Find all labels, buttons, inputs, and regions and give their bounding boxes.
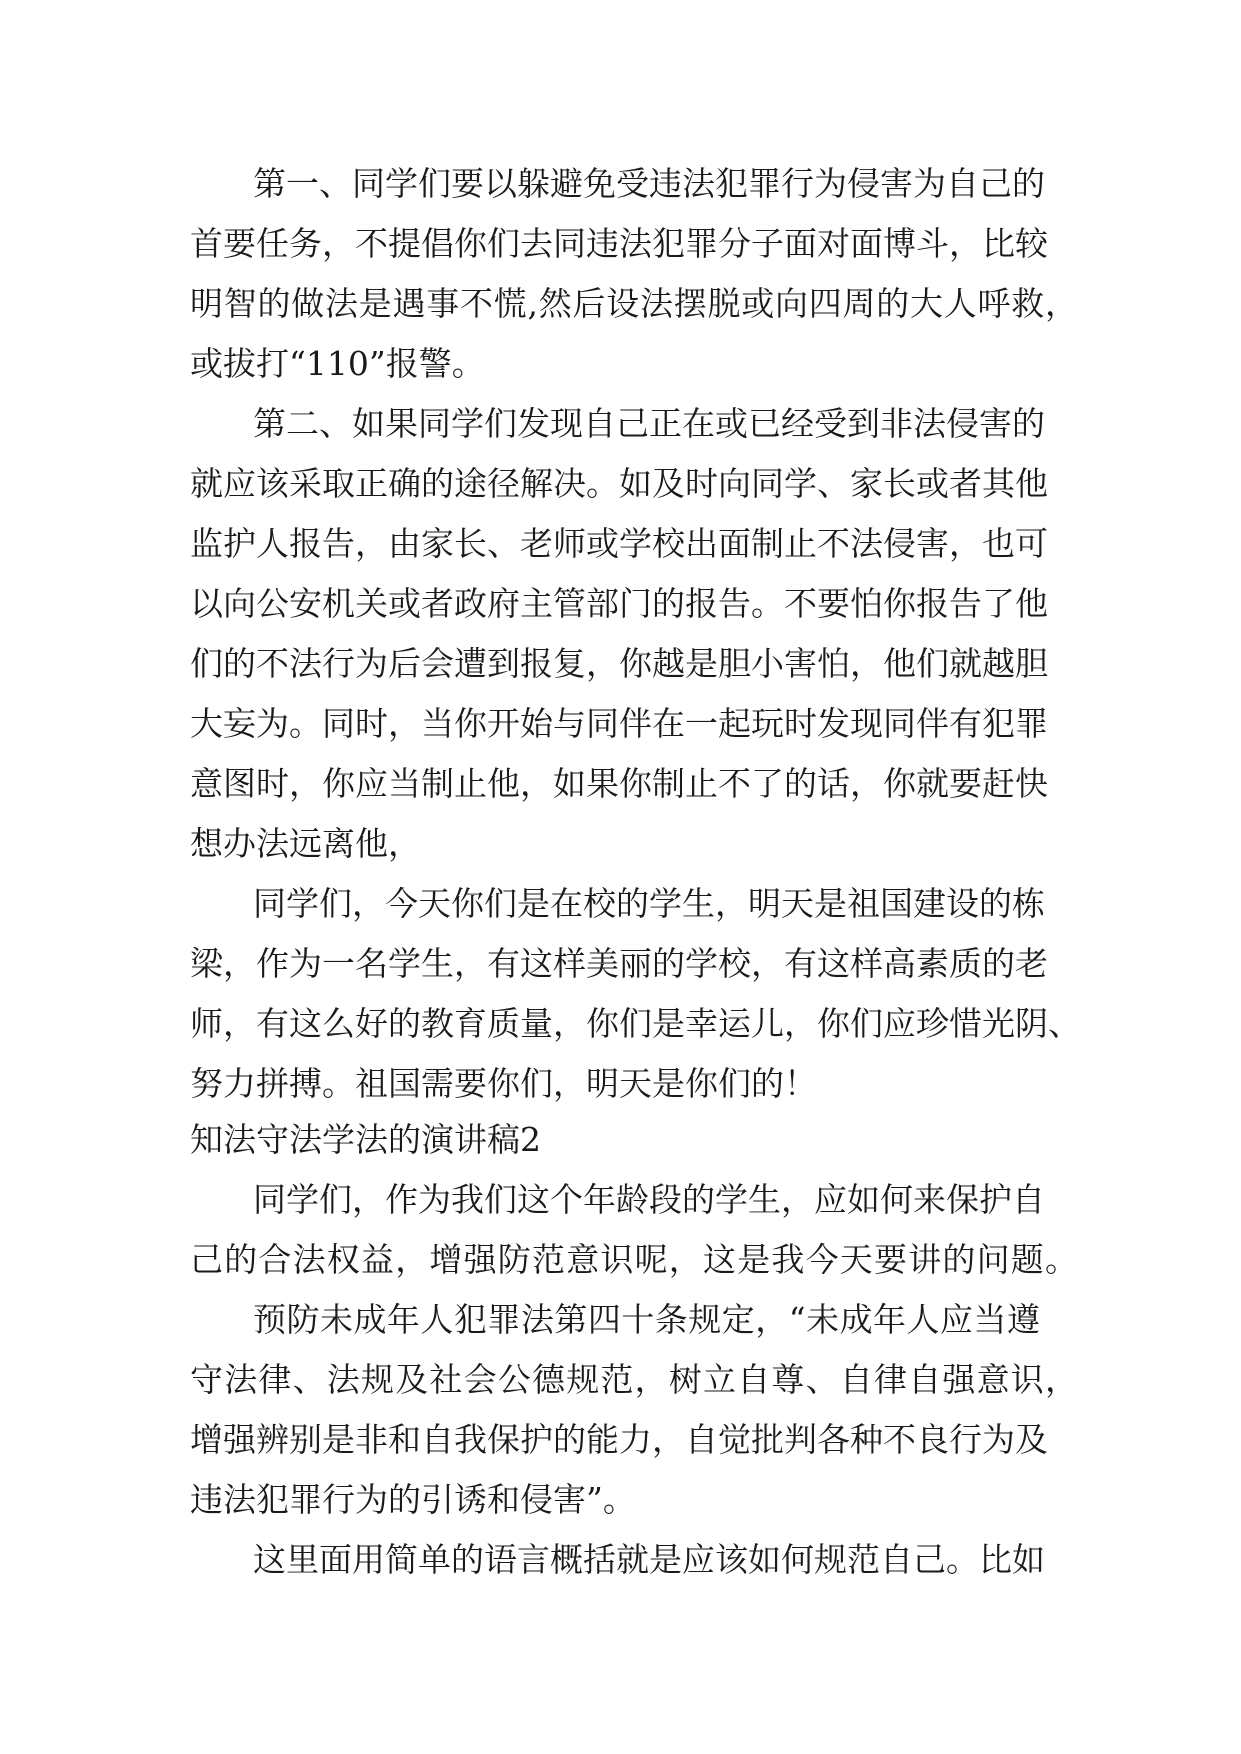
text-line: 同学们，作为我们这个年龄段的学生，应如何来保护自: [253, 1180, 1045, 1219]
text-line: 师，有这么好的教育质量，你们是幸运儿，你们应珍惜光阴、: [190, 1004, 1081, 1043]
text-line: 同学们，今天你们是在校的学生，明天是祖国建设的栋: [253, 884, 1045, 923]
text-line: 守法律、法规及社会公德规范，树立自尊、自律自强意识，: [190, 1360, 1078, 1399]
text-line: 梁，作为一名学生，有这样美丽的学校，有这样高素质的老: [190, 944, 1048, 983]
text-line: 第二、如果同学们发现自己正在或已经受到非法侵害的: [253, 404, 1045, 443]
text-line: 预防未成年人犯罪法第四十条规定，“未成年人应当遵: [253, 1300, 1040, 1339]
text-line: 努力拼搏。祖国需要你们，明天是你们的！: [190, 1064, 817, 1103]
section-heading: 知法守法学法的演讲稿2: [190, 1120, 541, 1159]
text-line: 大妄为。同时，当你开始与同伴在一起玩时发现同伴有犯罪: [190, 704, 1048, 743]
text-line: 就应该采取正确的途径解决。如及时向同学、家长或者其他: [190, 464, 1048, 503]
text-line: 或拔打“110”报警。: [190, 344, 485, 383]
text-line: 己的合法权益，增强防范意识呢，这是我今天要讲的问题。: [190, 1240, 1078, 1279]
text-line: 意图时，你应当制止他，如果你制止不了的话，你就要赶快: [190, 764, 1048, 803]
text-line: 监护人报告，由家长、老师或学校出面制止不法侵害，也可: [190, 524, 1048, 563]
text-line: 增强辨别是非和自我保护的能力，自觉批判各种不良行为及: [190, 1420, 1048, 1459]
text-line: 这里面用简单的语言概括就是应该如何规范自己。比如: [253, 1540, 1045, 1579]
text-line: 明智的做法是遇事不慌,然后设法摆脱或向四周的大人呼救，: [190, 284, 1078, 323]
text-line: 想办法远离他，: [190, 824, 421, 863]
text-line: 第一、同学们要以躲避免受违法犯罪行为侵害为自己的: [253, 164, 1045, 203]
text-line: 首要任务，不提倡你们去同违法犯罪分子面对面博斗，比较: [190, 224, 1048, 263]
text-line: 们的不法行为后会遭到报复，你越是胆小害怕，他们就越胆: [190, 644, 1048, 683]
text-line: 违法犯罪行为的引诱和侵害”。: [190, 1480, 636, 1519]
text-line: 以向公安机关或者政府主管部门的报告。不要怕你报告了他: [190, 584, 1048, 623]
